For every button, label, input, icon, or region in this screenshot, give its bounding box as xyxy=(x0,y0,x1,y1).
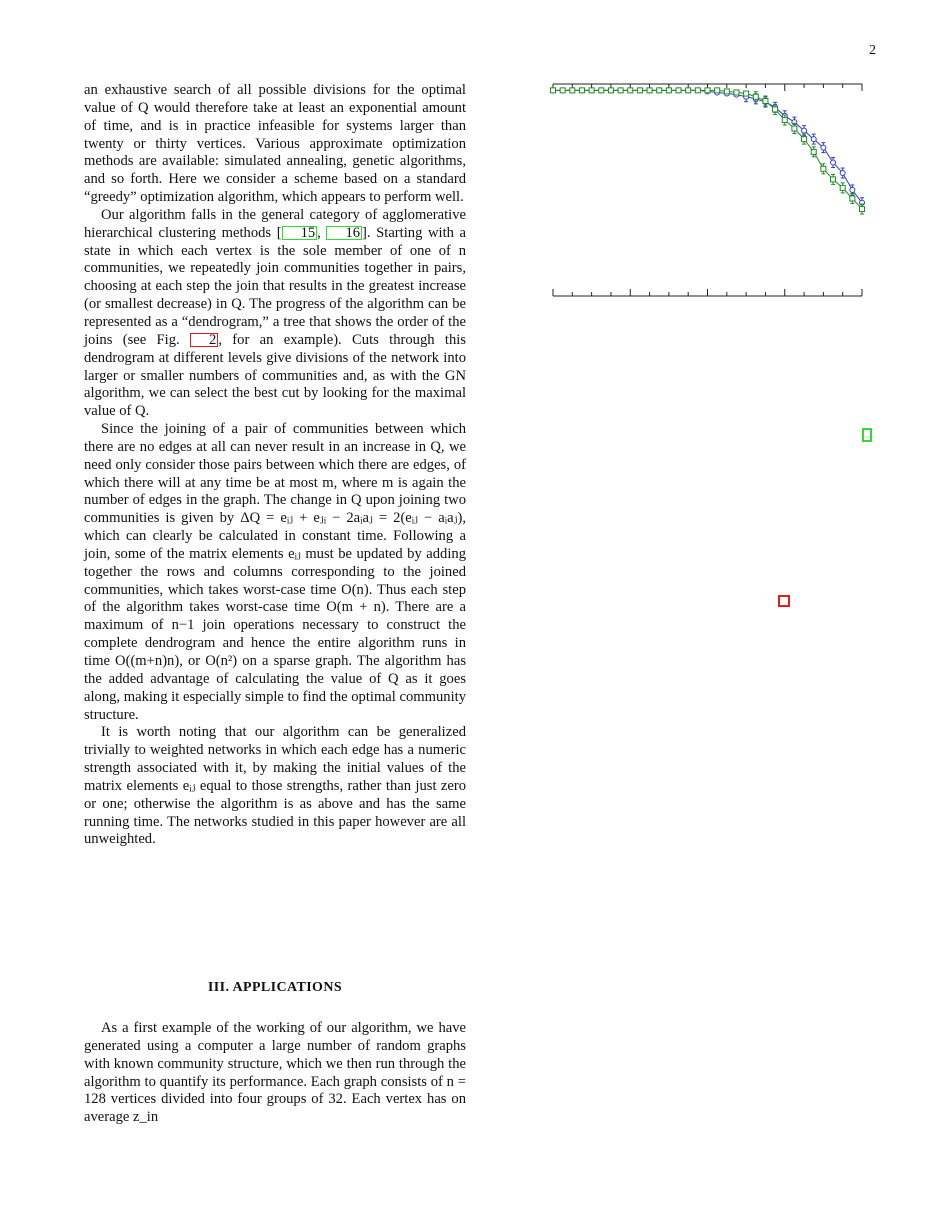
section-heading: III. APPLICATIONS xyxy=(207,980,343,995)
paragraph: It is worth noting that our algorithm can be generalized trivially to weighted networks in which each edge has a numeric strength associated with it, by making the initial values of the matrix elements eᵢⱼ equal to those strengths, rather than just zero or one; otherwise the algorithm is as above and has the same running time. The networks studied in this paper however are all unweighted. xyxy=(84,724,466,848)
data-point-green xyxy=(560,88,565,93)
data-point-green xyxy=(686,88,691,93)
paragraph: As a first example of the working of our algorithm, we have generated using a computer a large number of random graphs with known community structure, which we then run through the algorithm to quantify its performance. Each graph consists of n = 128 vertices divided into four groups of 32. Each vertex has on average z_in xyxy=(84,1020,466,1126)
data-point-green xyxy=(860,207,865,212)
data-point-blue xyxy=(831,160,836,165)
data-point-green xyxy=(599,88,604,93)
data-point-green xyxy=(840,185,845,190)
data-point-blue xyxy=(802,128,807,133)
data-point-green xyxy=(695,88,700,93)
data-point-blue xyxy=(811,137,816,142)
citation-separator: , xyxy=(317,224,327,241)
data-point-green xyxy=(802,137,807,142)
citation-link[interactable]: 15 xyxy=(282,226,318,240)
data-point-green xyxy=(637,88,642,93)
data-point-green xyxy=(705,88,710,93)
data-point-green xyxy=(792,126,797,131)
paragraph-text: , for an example). Cuts through this dendrogram at different levels give divisions of the network into larger or smaller numbers of communities and, as with the GN algorithm, we can select the best cut by looking for the maximal value of Q. xyxy=(84,331,466,420)
data-point-green xyxy=(831,177,836,182)
data-point-green xyxy=(551,88,556,93)
data-point-green xyxy=(715,88,720,93)
data-point-blue xyxy=(840,171,845,176)
data-point-green xyxy=(666,88,671,93)
data-point-green xyxy=(647,88,652,93)
data-point-green xyxy=(628,88,633,93)
page-number: 2 xyxy=(869,43,876,58)
data-point-green xyxy=(782,118,787,123)
text-column xyxy=(84,82,466,849)
data-point-blue xyxy=(821,145,826,150)
data-point-green xyxy=(811,149,816,154)
figure-link[interactable]: 2 xyxy=(190,333,218,347)
data-point-green xyxy=(744,91,749,96)
data-point-green xyxy=(734,90,739,95)
data-point-green xyxy=(821,166,826,171)
data-point-green xyxy=(724,89,729,94)
paragraph-text: ]. Starting with a state in which each vertex is the sole member of one of n communities, we repeatedly join communities together in pairs, choosing at each step the join that results in the greatest increase (or smallest decrease) in Q. The progress of the algorithm can be represented as a “dendrogram,” a tree that shows the order of the joins (see Fig. xyxy=(84,224,467,348)
data-point-green xyxy=(657,88,662,93)
paragraph-text: Our algorithm falls in the general category of agglomerative hierarchical clustering methods [ xyxy=(84,206,466,241)
data-point-green xyxy=(753,94,758,99)
paragraph: Since the joining of a pair of communities between which there are no edges at all can never result in an increase in Q, we need only consider those pairs between which there are edges, of which there will at any time be at most m, where m is again the number of edges in the graph. The change in Q upon joining two communities is given by ΔQ = eᵢⱼ + eⱼᵢ − 2aᵢaⱼ = 2(eᵢⱼ − aᵢaⱼ), which can clearly be calculated in constant time. Following a join, some of the matrix elements eᵢⱼ must be updated by adding together the rows and columns corresponding to the joined communities, which takes worst-case time O(n). Thus each step of the algorithm takes worst-case time O(m + n). There are a maximum of n−1 join operations necessary to construct the complete dendrogram and hence the entire algorithm runs in time O((m+n)n), or O(n²) on a sparse graph. The algorithm has the added advantage of calculating the value of Q as it goes along, making it especially simple to find the optimal community structure. xyxy=(84,421,466,723)
chart-axes xyxy=(553,84,862,296)
paragraph: an exhaustive search of all possible divisions for the optimal value of Q would therefore take at least an exponential amount of time, and is in practice infeasible for systems larger than twenty or thirty vertices. Various approximate optimization methods are available: simulated annealing, genetic algorithms, and so forth. Here we consider a scheme based on a standard “greedy” optimization algorithm, which appears to perform well. xyxy=(84,82,466,206)
data-point-green xyxy=(773,107,778,112)
data-point-green xyxy=(608,88,613,93)
link-marker-red[interactable] xyxy=(778,595,790,607)
figure-chart xyxy=(540,70,880,310)
data-point-green xyxy=(618,88,623,93)
text-column-2 xyxy=(84,1020,466,1127)
data-point-green xyxy=(763,98,768,103)
paragraph xyxy=(84,207,466,421)
chart-series xyxy=(551,88,865,214)
data-point-green xyxy=(589,88,594,93)
data-point-blue xyxy=(850,188,855,193)
link-marker-green[interactable] xyxy=(862,428,872,442)
data-point-green xyxy=(676,88,681,93)
data-point-green xyxy=(570,88,575,93)
data-point-green xyxy=(579,88,584,93)
data-point-green xyxy=(850,196,855,201)
citation-link[interactable]: 16 xyxy=(326,226,362,240)
